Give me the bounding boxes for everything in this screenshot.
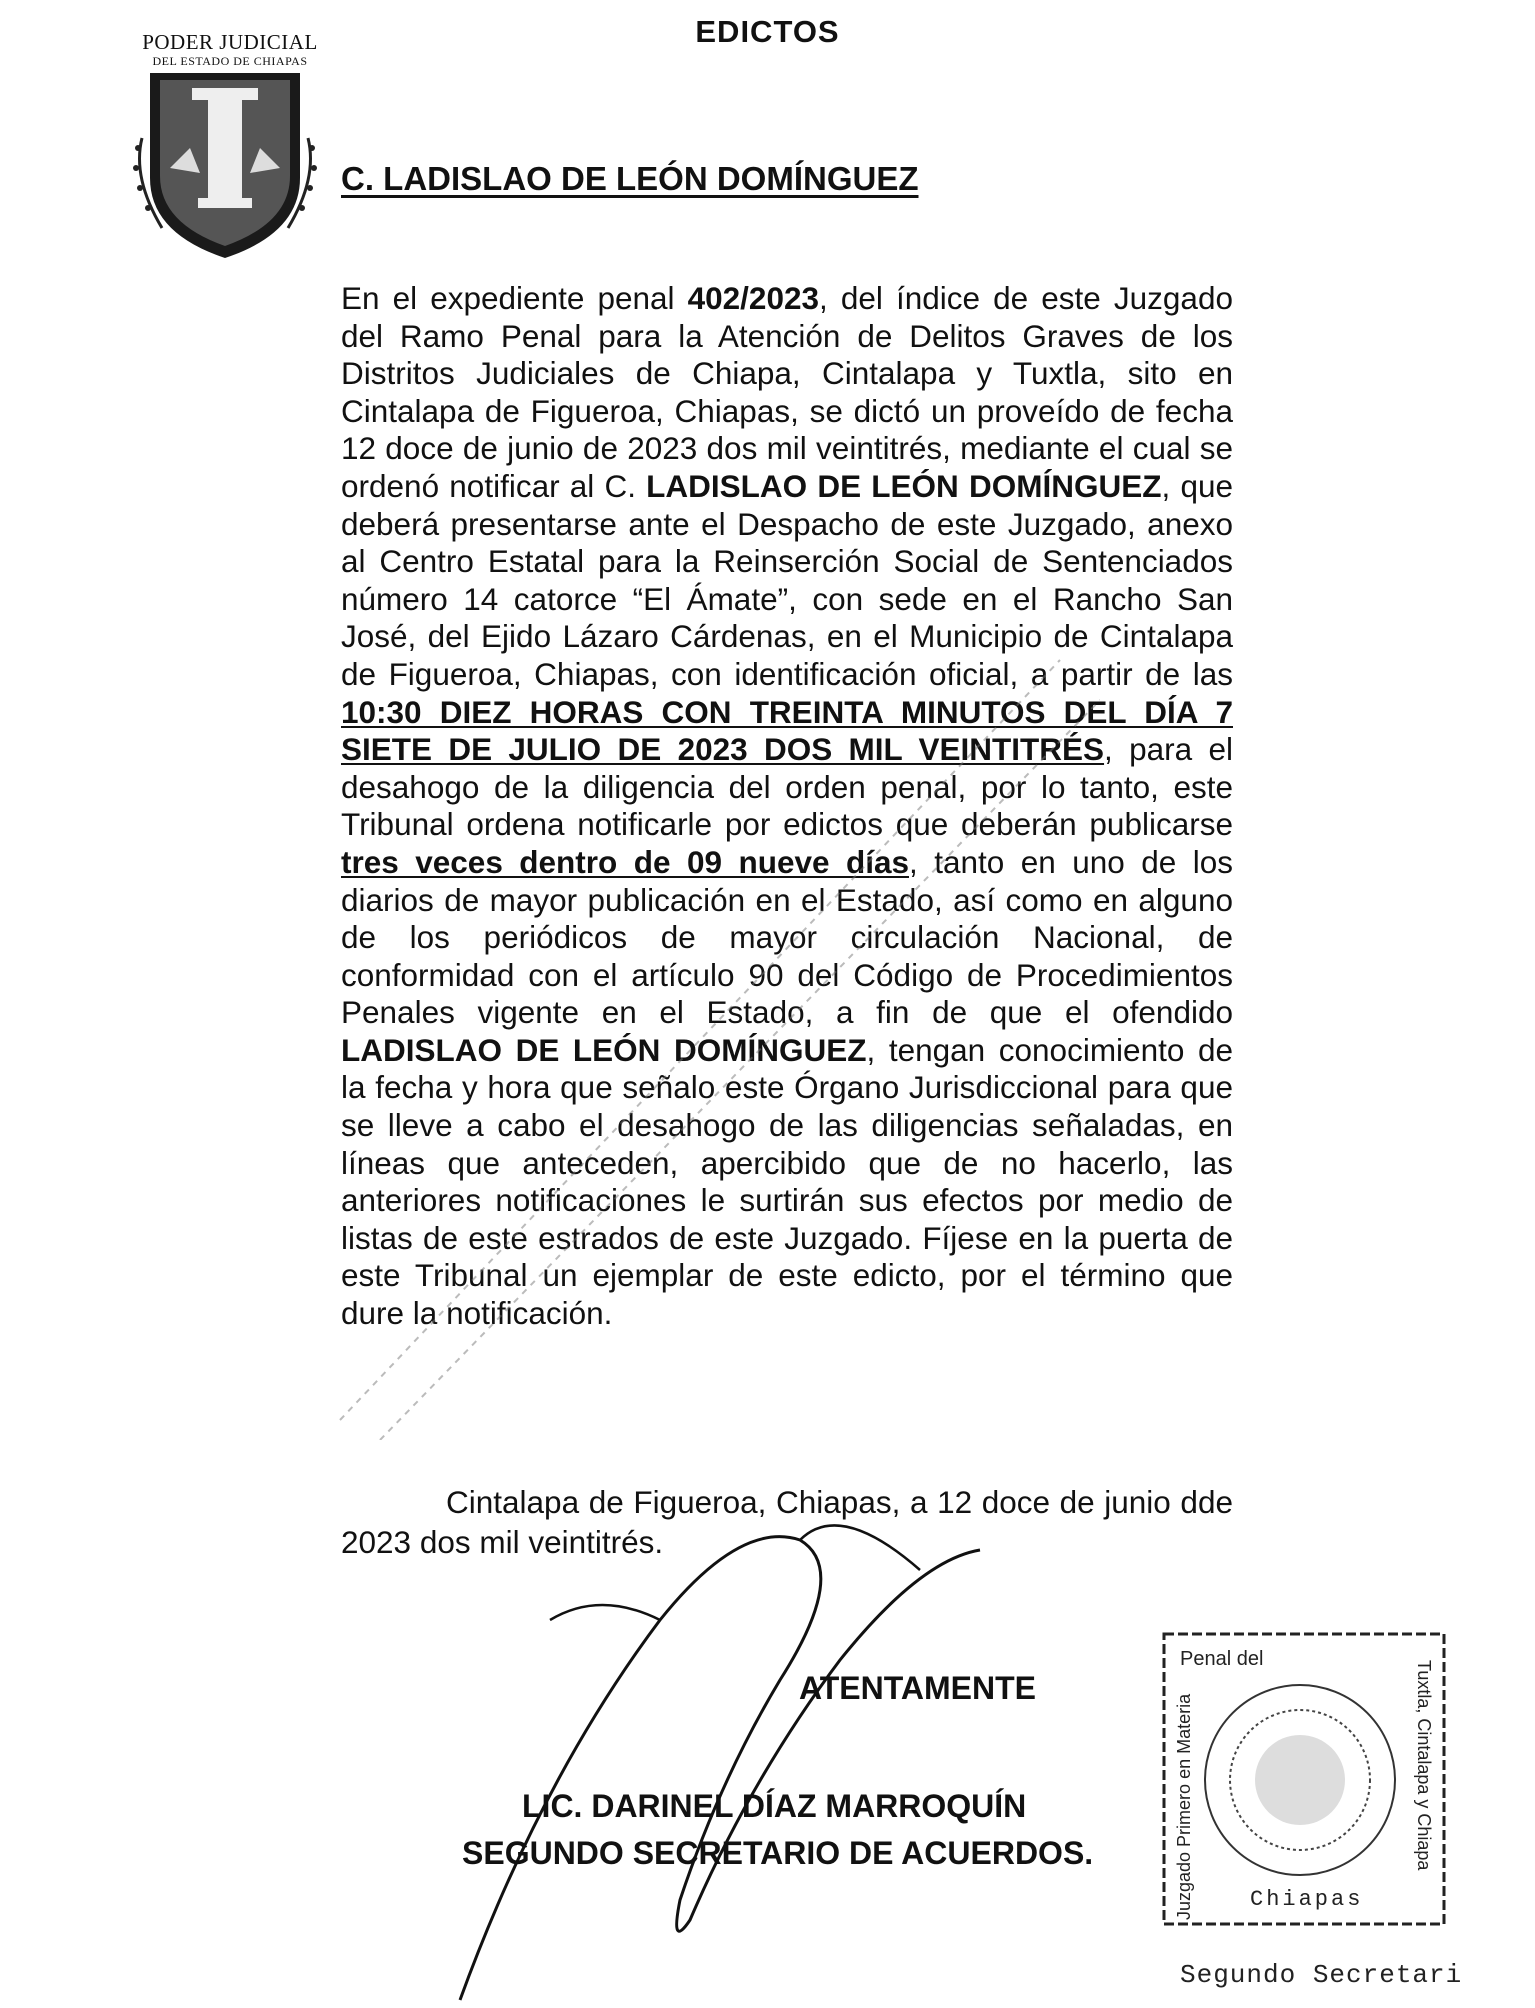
stamp-bottom-text: Chiapas xyxy=(1250,1887,1364,1912)
body-text: , tanto en uno de los diarios de mayor publicación en el Estado, así como en alguno de los periódicos de mayor circulación Nacional, de conformidad con el artículo 90 del Código de Procedimientos Penales vigente en el Estado, a fin de que el ofendido xyxy=(341,843,1234,1031)
place-and-date: Cintalapa de Figueroa, Chiapas, a 12 doce de junio dde 2023 dos mil veintitrés. xyxy=(341,1484,1233,1560)
case-number: 402/2023 xyxy=(687,280,820,316)
body-text: , que deberá presentarse ante el Despacho de este Juzgado, anexo al Centro Estatal para la Reinserción Social de Sentenciados número 14 catorce “El Ámate”, con sede en el Rancho San José, del Ejido Lázaro Cárdenas, en el Municipio de Cintalapa de Figueroa, Chiapas, con identificación oficial, a partir de las xyxy=(341,467,1234,692)
publication-frequency: tres veces dentro de 09 nueve días xyxy=(341,843,909,880)
stamp-top-text: Penal del xyxy=(1180,1648,1264,1670)
court-stamp xyxy=(1150,1620,1455,1940)
stamp-left-text: Juzgado Primero en Materia xyxy=(1174,1693,1194,1920)
logo-title: PODER JUDICIAL xyxy=(142,30,318,54)
appearance-datetime: 10:30 DIEZ HORAS CON TREINTA MINUTOS DEL DÍA 7 SIETE DE JULIO DE 2023 DOS MIL VEINTITRÉS xyxy=(341,693,1233,768)
stamp-footer-text: Segundo Secretari xyxy=(1180,1960,1463,1990)
body-text: , para el desahogo de la diligencia del orden penal, por lo tanto, este Tribunal ordena notificarle por edictos que deberán publicarse xyxy=(341,731,1233,843)
body-text: En el expediente penal xyxy=(341,280,688,316)
person-name: LADISLAO DE LEÓN DOMÍNGUEZ xyxy=(341,1031,867,1068)
document-title: EDICTOS xyxy=(695,14,840,49)
logo-subtitle: DEL ESTADO DE CHIAPAS xyxy=(152,54,308,68)
person-name: LADISLAO DE LEÓN DOMÍNGUEZ xyxy=(646,467,1162,504)
signer-title: SEGUNDO SECRETARIO DE ACUERDOS. xyxy=(462,1835,1094,1871)
body-text: , tengan conocimiento de la fecha y hora que señalo este Órgano Jurisdiccional para que se lleve a cabo el desahogo de las diligencias señaladas, en líneas que anteceden, apercibido que de no hacerlo, las anteriores notificaciones le surtirán sus efectos por medio de listas de este estrados de este Juzgado. Fíjese en la puerta de este Tribunal un ejemplar de este edicto, por el término que dure la notificación. xyxy=(341,1031,1233,1332)
stamp-right-text: Tuxtla, Cintalapa y Chiapa xyxy=(1414,1660,1434,1871)
coat-of-arms-icon xyxy=(120,18,330,263)
signer-name: LIC. DARINEL DÍAZ MARROQUÍN xyxy=(522,1788,1027,1824)
body-text: , del índice de este Juzgado del Ramo Penal para la Atención de Delitos Graves de los Distritos Judiciales de Chiapa, Cintalapa y Tuxtla, sito en Cintalapa de Figueroa, Chiapas, se dictó un proveído de fecha 12 doce de junio de 2023 dos mil veintitrés, mediante el cual se ordenó notificar al C. xyxy=(341,280,1233,504)
closing-salutation: ATENTAMENTE xyxy=(798,1670,1036,1706)
edict-body xyxy=(341,280,1233,1333)
addressee-heading: C. LADISLAO DE LEÓN DOMÍNGUEZ xyxy=(341,160,919,197)
